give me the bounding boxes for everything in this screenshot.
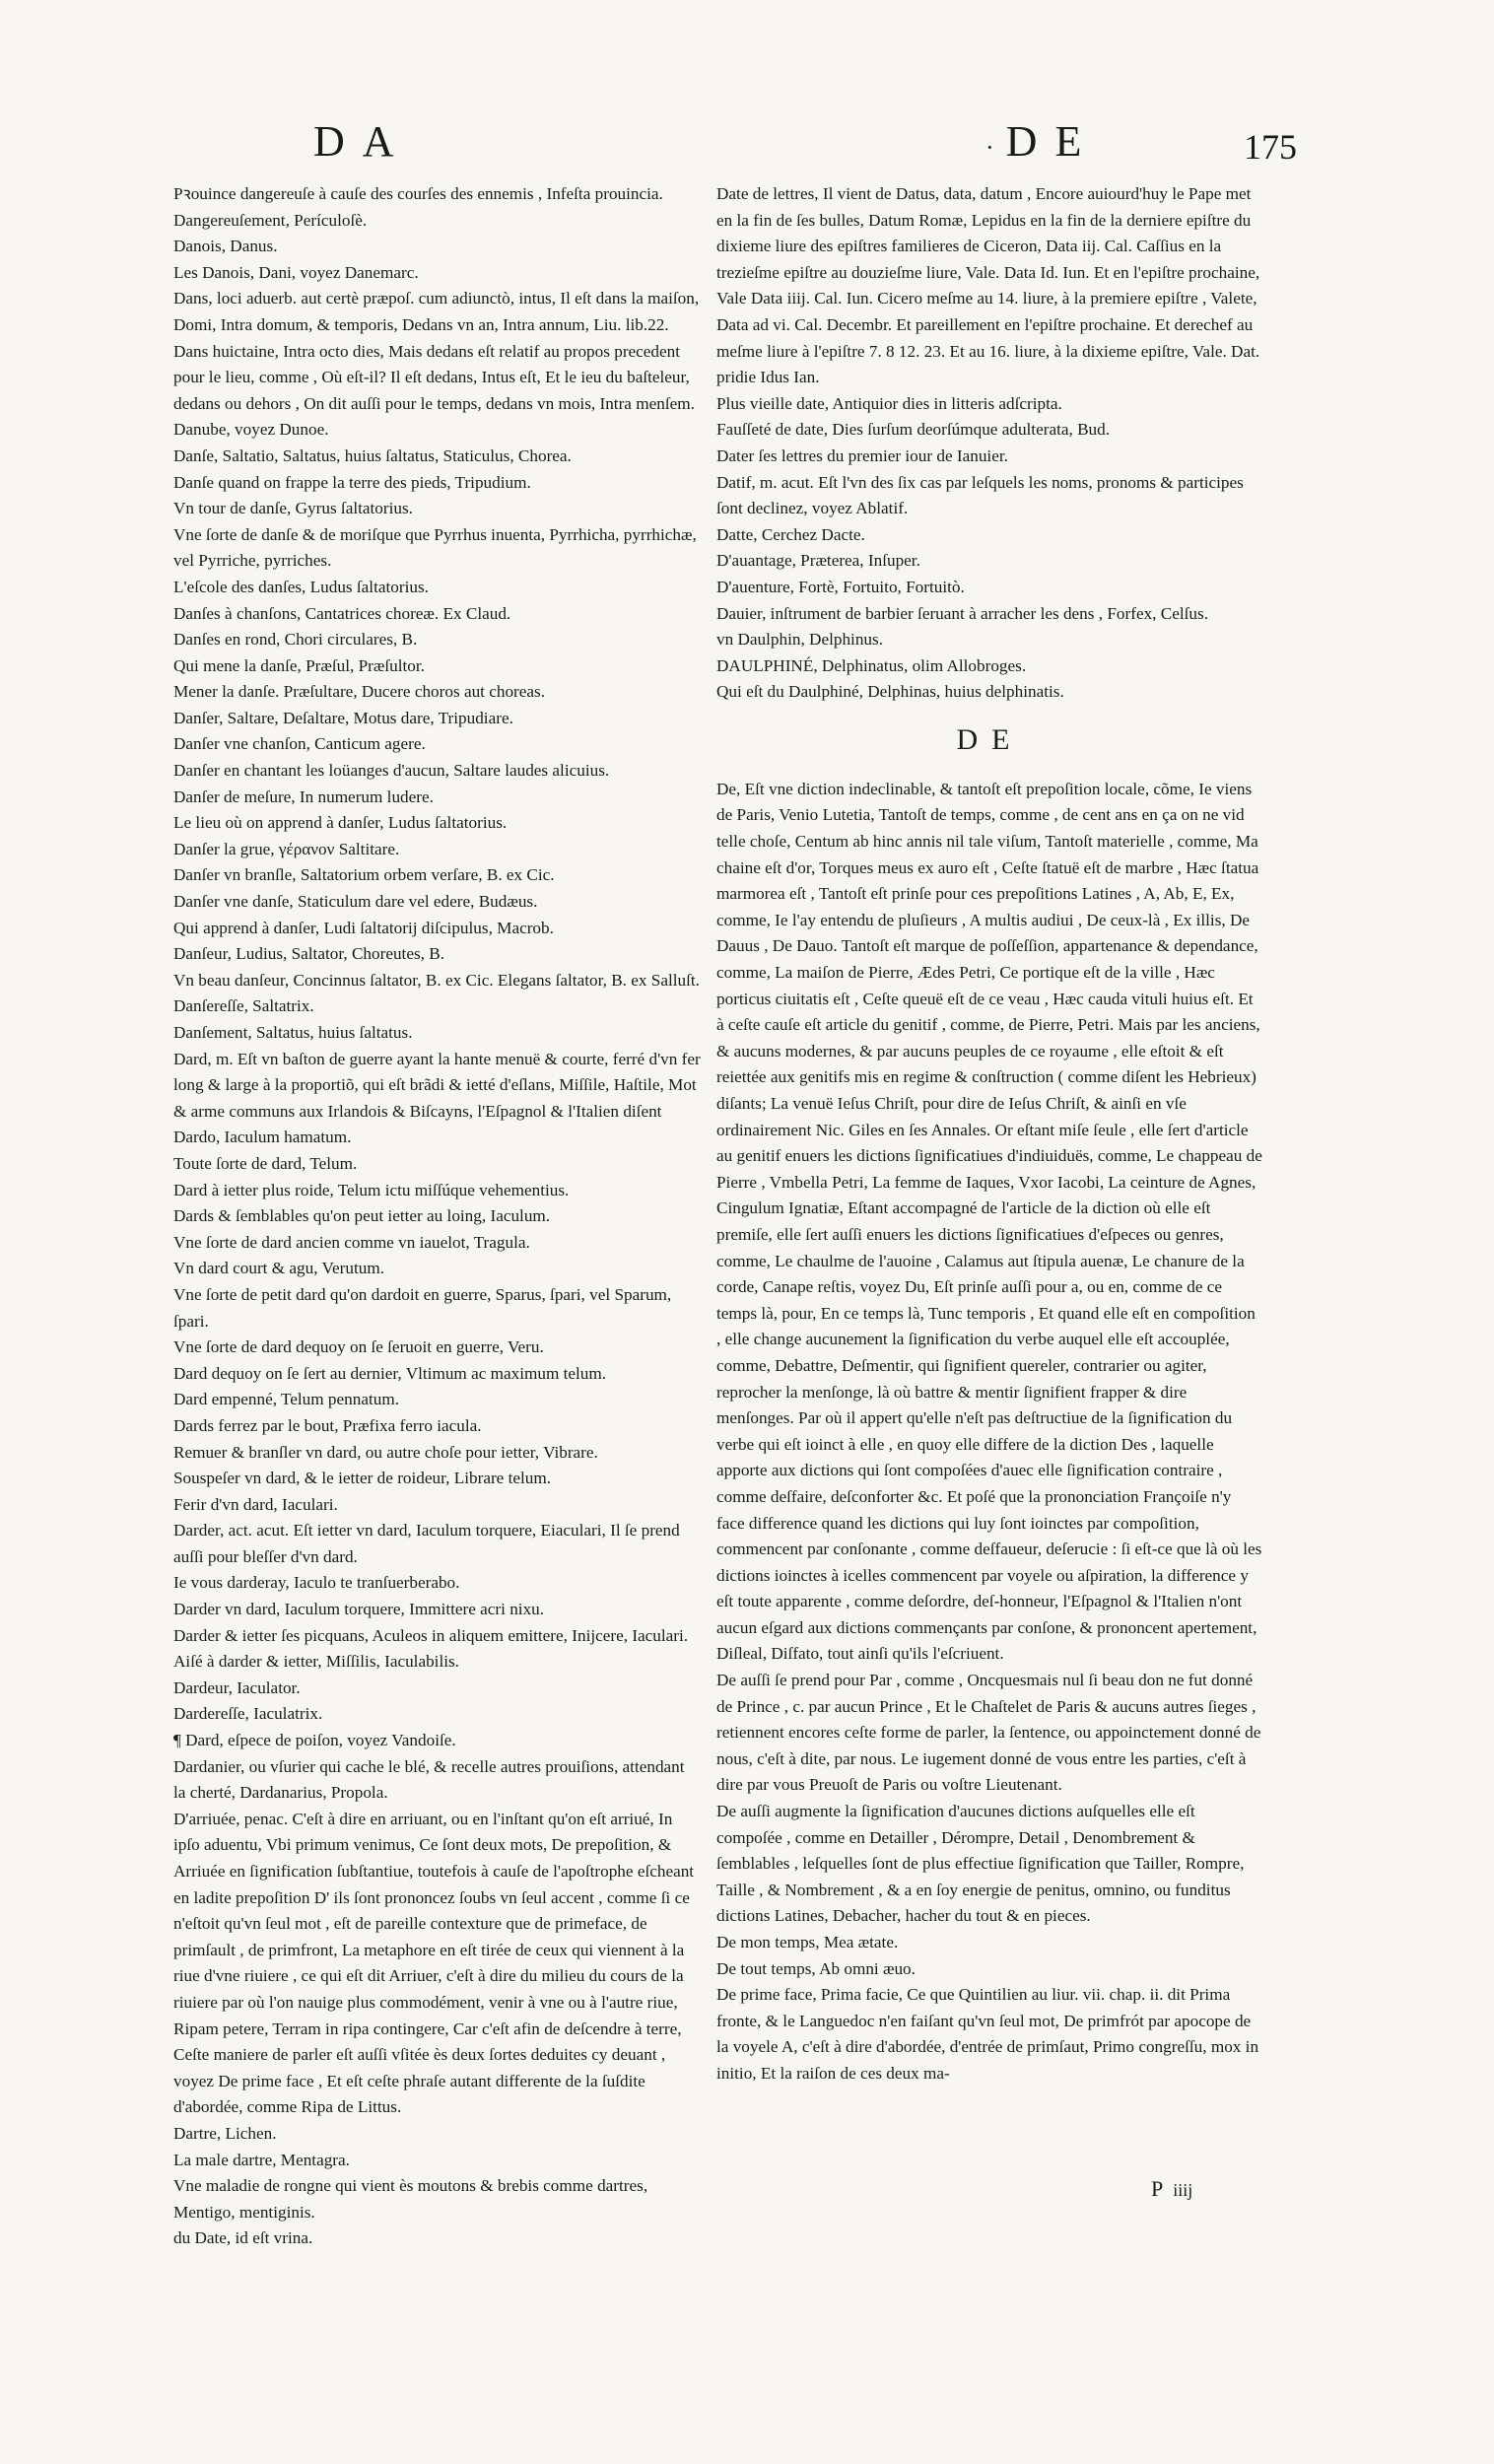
dictionary-entry: vn Daulphin, Delphinus. [716,630,883,650]
right-bottom-entries [716,777,1263,2088]
dictionary-entry: Aiſé à darder & ietter, Miſſilis, Iaculabilis. [173,1652,459,1672]
dictionary-entry: Dardanier, ou vſurier qui cache le blé, & recelle autres prouiſions, attendant la cherté, Dardanarius, Propola. [173,1756,685,1803]
dictionary-entry: Pꝛouince dangereuſe à cauſe des courſes des ennemis , Infeſta prouincia. [173,184,663,203]
page-number: 175 [1244,127,1297,167]
right-top-entries [716,181,1263,706]
dictionary-entry: Vn tour de danſe, Gyrus ſaltatorius. [173,499,413,518]
dictionary-entry: De auſſi augmente la ſignification d'aucunes dictions auſquelles elle eſt compoſée , comme en Detailler , Dérompre, Detail , Denombrement & ſemblables , leſquelles ſont de plus effectiue ſignification que Tailler, Rompre, Taille , & Nombrement , & a en ſoy energie de penitus, omnino, ou funditus dictions Latines, Debacher, hacher du tout & en pieces. [716,1802,1245,1926]
dictionary-entry: Darder & ietter ſes picquans, Aculeos in aliquem emittere, Inijcere, Iaculari. [173,1625,689,1645]
dictionary-entry: Date de lettres, Il vient de Datus, data, datum , Encore auiourd'huy le Pape met en la fin de ſes bulles, Datum Romæ, Lepidus en la fin de la derniere epiſtre du dixieme liure des epiſtres familieres de Ciceron, Data iij. Cal. Caſſius en la trezieſme epiſtre au douzieſme liure, Vale. Data Id. Iun. Et en l'epiſtre prochaine, Vale Data iiij. Cal. Iun. Cicero meſme au 14. liure, à la premiere epiſtre , Valete, Data ad vi. Cal. Decembr. Et pareillement en l'epiſtre prochaine. Et derechef au meſme liure à l'epiſtre 7. 8 12. 23. Et au 16. liure, à la dixieme epiſtre, Vale. Dat. pridie Idus Ian. [716,184,1260,387]
dictionary-entry: Vne ſorte de dard ancien comme vn iauelot, Tragula. [173,1232,530,1252]
dictionary-entry: Danube, voyez Dunoe. [173,420,329,440]
dictionary-entry: Ie vous darderay, Iaculo te tranſuerberabo. [173,1573,460,1593]
dictionary-entry: D'auenture, Fortè, Fortuito, Fortuitò. [716,577,965,596]
dictionary-entry: Dard empenné, Telum pennatum. [173,1390,400,1409]
dictionary-entry: Dangereuſement, Perículoſè. [173,210,368,230]
signature-mark [1151,2176,1192,2202]
dictionary-entry: Darder, act. acut. Eſt ietter vn dard, Iaculum torquere, Eiaculari, Il ſe prend auſſi pour bleſſer d'vn dard. [173,1521,680,1566]
dictionary-entry: Dard, m. Eſt vn baſton de guerre ayant la hante menuë & courte, ferré d'vn fer long & large à la proportiõ, qui eſt brãdi & ietté d'eſlans, Miſſile, Haſtile, Mot & arme communs aux Irlandois & Biſcayns, l'Eſpagnol & l'Italien diſent Dardo, Iaculum hamatum. [173,1049,701,1147]
dictionary-entry: Danſe, Saltatio, Saltatus, huius ſaltatus, Staticulus, Chorea. [173,445,572,465]
signature-number: iiij [1173,2180,1193,2200]
dictionary-entry: L'eſcole des danſes, Ludus ſaltatorius. [173,577,429,596]
dictionary-entry: Datif, m. acut. Eſt l'vn des ſix cas par leſquels les noms, pronoms & participes ſont declinez, voyez Ablatif. [716,472,1244,518]
dictionary-entry: Dauier, inſtrument de barbier ſeruant à arracher les dens , Forfex, Celſus. [716,603,1208,623]
dictionary-entry: Danſe quand on frappe la terre des pieds, Tripudium. [173,472,531,492]
dictionary-entry: Darder vn dard, Iaculum torquere, Immittere acri nixu. [173,1600,545,1619]
dictionary-entry: Danſer, Saltare, Deſaltare, Motus dare, Tripudiare. [173,708,513,727]
running-head-right [985,116,1099,167]
dictionary-entry: Remuer & branſler vn dard, ou autre choſe pour ietter, Vibrare. [173,1442,598,1462]
dictionary-entry: Danſes en rond, Chori circulares, B. [173,630,418,650]
dictionary-entry: Dans, loci aduerb. aut certè præpoſ. cum adiunctò, intus, Il eſt dans la maiſon, Domi, Intra domum, & temporis, Dedans vn an, Intra annum, Liu. lib.22. Dans huictaine, Intra octo dies, Mais dedans eſt relatif au propos precedent pour le lieu, comme , Où eſt-il? Il eſt dedans, Intus eſt, Et le ieu du baſteleur, dedans ou dehors , On dit auſſi pour le temps, dedans vn mois, Intra menſem. [173,289,700,413]
dictionary-entry: Dards ferrez par le bout, Præfixa ferro iacula. [173,1415,482,1435]
dictionary-entry: Vn dard court & agu, Verutum. [173,1259,385,1278]
header-mark: · [985,133,994,162]
dictionary-entry: Qui eſt du Daulphiné, Delphinas, huius delphinatis. [716,682,1064,702]
right-column [716,181,1263,2088]
dictionary-entry: De prime face, Prima facie, Ce que Quintilien au liur. vii. chap. ii. dit Prima fronte, & le Languedoc n'en faiſant qu'vn ſeul mot, De primfrót par apocope de la voyele A, c'eſt à dire d'abordée, d'entrée de primſaut, Primo congreſſu, mox in initio, Et la raiſon de ces deux ma- [716,1985,1259,2083]
dictionary-entry: Dater ſes lettres du premier iour de Ianuier. [716,445,1008,465]
dictionary-entry: De tout temps, Ab omni æuo. [716,1958,916,1978]
dictionary-entry: La male dartre, Mentagra. [173,2150,350,2169]
dictionary-entry: Vn beau danſeur, Concinnus ſaltator, B. ex Cic. Elegans ſaltator, B. ex Salluſt. [173,970,700,990]
dictionary-entry: Danſer de meſure, In numerum ludere. [173,787,434,806]
dictionary-entry: Le lieu où on apprend à danſer, Ludus ſaltatorius. [173,813,508,833]
dictionary-entry: D'arriuée, penac. C'eſt à dire en arriuant, ou en l'inſtant qu'on eſt arriué, In ipſo aduentu, Vbi primum venimus, Ce ſont deux mots, De prepoſition, & Arriuée en ſignification ſubſtantiue, toutefois à cauſe de l'apoſtrophe eſcheant en ladite prepoſition D' ils ſont prononcez ſoubs vn ſeul accent , comme ſi ce n'eſtoit qu'vn ſeul mot , eſt de pareille contexture que de primeface, de primſault , de primfront, La metaphore en eſt tirée de ceux qui viennent à la riue d'vne riuiere , ce qui eſt dit Arriuer, c'eſt à dire du milieu du cours de la riuiere par où l'on nauige plus commodément, venir à vne ou à l'autre riue, Ripam petere, Terram in ripa contingere, Car c'eſt afin de deſcendre à terre, Ceſte maniere de parler eſt auſſi vſitée ès deux ſortes deduites cy deuant , voyez De prime face , Et eſt ceſte phraſe autant differente de la ſuſdite d'abordée, comme Ripa de Littus. [173,1809,695,2117]
dictionary-entry: Danſer vn branſle, Saltatorium orbem verſare, B. ex Cic. [173,865,555,885]
dictionary-entry: Dardereſſe, Iaculatrix. [173,1704,323,1724]
left-column [173,181,701,2252]
signature-letter: P [1151,2176,1164,2201]
dictionary-entry: Qui apprend à danſer, Ludi ſaltatorij diſcipulus, Macrob. [173,918,554,937]
dictionary-entry: Les Danois, Dani, voyez Danemarc. [173,262,419,282]
dictionary-entry: Vne ſorte de danſe & de moriſque que Pyrrhus inuenta, Pyrrhicha, pyrrhichæ, vel Pyrriche, pyrriches. [173,524,697,571]
running-head-left: DA [313,117,412,166]
dictionary-entry: Danſeur, Ludius, Saltator, Choreutes, B. [173,944,445,964]
dictionary-entry: Danſer vne danſe, Staticulum dare vel edere, Budæus. [173,892,538,912]
dictionary-entry: Qui mene la danſe, Præſul, Præſultor. [173,655,425,675]
dictionary-entry: DAULPHINÉ, Delphinatus, olim Allobroges. [716,655,1027,675]
dictionary-entry: Dards & ſemblables qu'on peut ietter au loing, Iaculum. [173,1206,551,1226]
dictionary-entry: D'auantage, Præterea, Inſuper. [716,551,920,571]
dictionary-entry: Danſereſſe, Saltatrix. [173,996,314,1016]
dictionary-entry: Dardeur, Iaculator. [173,1677,301,1697]
dictionary-entry: Danſer la grue, γέρανον Saltitare. [173,839,400,858]
dictionary-entry: Danois, Danus. [173,237,278,256]
dictionary-entry: Souspeſer vn dard, & le ietter de roideur, Librare telum. [173,1469,552,1488]
dictionary-entry: Fauſſeté de date, Dies ſurſum deorſúmque adulterata, Bud. [716,420,1111,440]
dictionary-entry: Danſement, Saltatus, huius ſaltatus. [173,1023,413,1042]
dictionary-entry: ¶ Dard, eſpece de poiſon, voyez Vandoiſe. [173,1731,456,1750]
dictionary-entry: Vne ſorte de dard dequoy on ſe ſeruoit en guerre, Veru. [173,1337,544,1357]
dictionary-entry: Toute ſorte de dard, Telum. [173,1153,358,1173]
dictionary-entry: Danſer vne chanſon, Canticum agere. [173,734,426,754]
section-heading: DE [956,722,1024,756]
dictionary-entry: Danſer en chantant les loüanges d'aucun, Saltare laudes alicuius. [173,761,610,781]
dictionary-entry: De, Eſt vne diction indeclinable, & tantoſt eſt prepoſition locale, cõme, Ie viens de Paris, Venio Lutetia, Tantoſt de temps, comme , de cent ans en ça on ne vid telle choſe, Centum ab hinc annis nil tale viſum, Tantoſt materielle , comme, Ma chaine eſt d'or, Torques meus ex auro eſt , Ceſte ſtatuë eſt de marbre , Hæc ſtatua marmorea eſt , Tantoſt eſt prinſe pour ces prepoſitions Latines , A, Ab, E, Ex, comme, Ie l'ay entendu de pluſieurs , A multis audiui , De ceux-là , Ex illis, De Dauus , De Dauo. Tantoſt eſt marque de poſſeſſion, appartenance & dependance, comme, La maiſon de Pierre, Ædes Petri, Ce portique eſt de la ville , Hæc porticus ciuitatis eſt , Ceſte queuë eſt de ce veau , Hæc cauda vituli huius eſt. Et à ceſte cauſe eſt article du genitif , comme, de Pierre, Petri. Mais par les anciens, & aucuns modernes, & par aucuns peuples de ce royaume , elle eſtoit & eſt reiettée aux genitifs mis en regime & conſtruction ( comme diſent les Hebrieux) diſants; La venuë Ieſus Chriſt, pour dire de Ieſus Chriſt, & ainſi en vſe ordinairement Nic. Giles en ſes Annales. Or eſtant miſe ſeule , elle ſert d'article au genitif enuers les dictions ſignificatiues d'indiuiduës, comme, Le chappeau de Pierre , Vmbella Petri, La femme de Iaques, Vxor Iacobi, La ceinture de Agnes, Cingulum Ignatiæ, Eſtant accompagné de l'article de la diction où elle eſt premiſe, elle ſert auſſi enuers les dictions ſignificatiues d'eſpeces ou genres, comme, Le chaulme de l'auoine , Calamus aut ſtipula auenæ, Le chanure de la corde, Canape reſtis, voyez Du, Eſt prinſe auſſi pour a, ou en, comme de ce temps là, pour, En ce temps là, Tunc temporis , Et quand elle eſt en compoſition , elle change aucunement la ſignification du verbe auquel elle eſt accouplée, comme, Debattre, Deſmentir, qui ſignifient quereler, contrarier ou agiter, reprocher la menſonge, là où battre & mentir ſignifient frapper & dire menſonges. Par où il appert qu'elle n'eſt pas deſtructiue de la ſignification du verbe qui eſt ioinct à elle , en quoy elle differe de la diction Des , laquelle apporte aux dictions qui ſont compoſées d'auec elle ſignification contraire , comme deſfaire, deſconforter &c. Et poſé que la prononciation Françoiſe n'y face difference quand les dictions qui luy ſont ioinctes par compoſition, commencent par conſonante , comme deſfaueur, deſerucie : ſi eſt-ce que là où les dictions ioinctes à icelles commencent par voyele ou aſpiration, la difference y eſt toute apparente , comme deſordre, deſ-honneur, l'Eſpagnol & l'Italien n'ont aucun eſgard aux dictions commençants par conſone, & prononcent apertement, Diſleal, Diſfato, tout ainſi qu'ils l'eſcriuent. [716,779,1262,1664]
dictionary-entry: Mener la danſe. Præſultare, Ducere choros aut choreas. [173,682,546,702]
dictionary-entry: Danſes à chanſons, Cantatrices choreæ. Ex Claud. [173,603,511,623]
dictionary-entry: Dard dequoy on ſe ſert au dernier, Vltimum ac maximum telum. [173,1363,607,1383]
dictionary-entry: De auſſi ſe prend pour Par , comme , Oncquesmais nul ſi beau don ne fut donné de Prince , c. par aucun Prince , Et le Chaſtelet de Paris & aucuns autres ſieges , retiennent encores ceſte forme de parler, la ſentence, ou appoinctement donné de nous, c'eſt à dite, par nous. Le iugement donné de vous entre les parties, c'eſt à dire par vous Preuoſt de Paris ou voſtre Lieutenant. [716,1671,1261,1795]
dictionary-entry: Dard à ietter plus roide, Telum ictu miſſúque vehementius. [173,1180,570,1199]
dictionary-entry: De mon temps, Mea ætate. [716,1933,899,1951]
dictionary-entry: Ferir d'vn dard, Iaculari. [173,1494,338,1514]
dictionary-entry: Dartre, Lichen. [173,2123,277,2143]
dictionary-entry: Datte, Cerchez Dacte. [716,524,865,544]
dictionary-entry: Vne maladie de rongne qui vient ès moutons & brebis comme dartres, Mentigo, mentiginis. [173,2176,648,2222]
running-head-right-letters: DE [1005,117,1100,166]
dictionary-entry: Plus vieille date, Antiquior dies in litteris adſcripta. [716,393,1062,413]
dictionary-entry: Vne ſorte de petit dard qu'on dardoit en guerre, Sparus, ſpari, vel Sparum, ſpari. [173,1284,672,1331]
dictionary-entry: du Date, id eſt vrina. [173,2228,313,2248]
